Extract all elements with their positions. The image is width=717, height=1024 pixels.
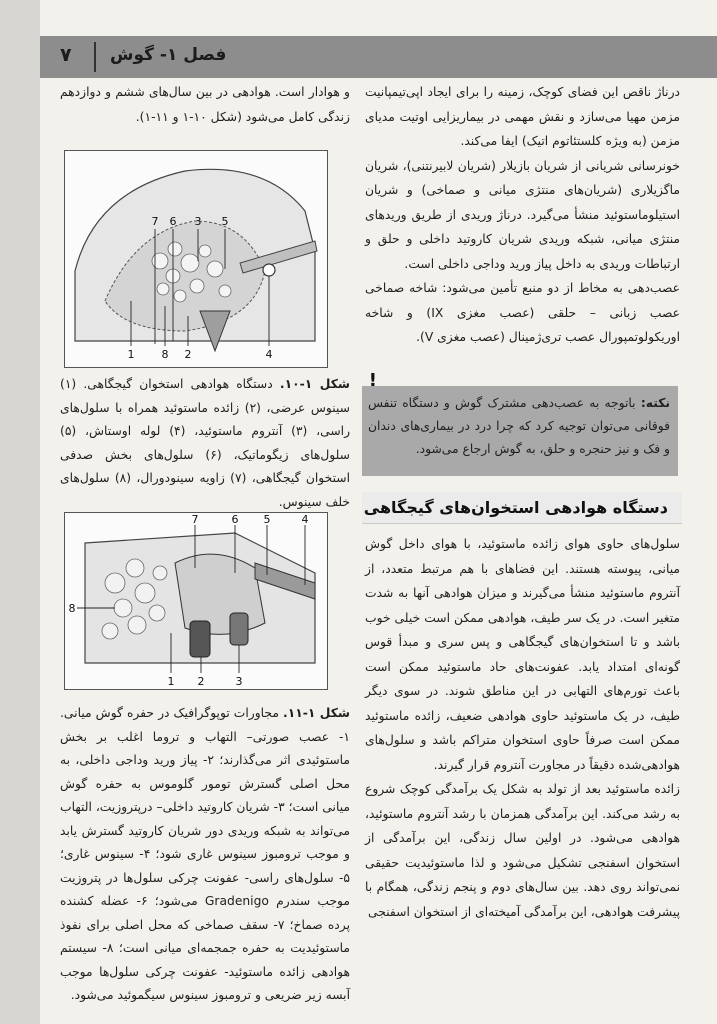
fig1-label-a: 7 <box>151 215 159 228</box>
chapter-title: فصل ۱- گوش <box>110 45 227 65</box>
figure2-caption-text: مجاورات توپوگرافیک در حفره گوش میانی. ۱- عصب صورتی– التهاب و تروما اغلب بر بخش ماستوئیدی اثر می‌گذارند؛ ۲- پیاز ورید وداجی داخلی، به محل اصلی گسترش تومور گلوموس به حفره گوش میانی است؛ ۳- شریان کاروتید داخلی– درپتروزیت، التهاب می‌تواند به شبکه وریدی دور شریان کاروتید گسترش یابد و موجب ترومبوز سینوس غاری شود؛ ۴- سینوس غاری؛ ۵- سلول‌های راسی- عفونت چرکی سلول‌ها در پتروزیت موجب سندرم Gradenigo می‌شود؛ ۶- عضله کشنده پرده صماخ؛ ۷- سقف صماخی که محل اصلی برای نفوذ ماستوئیدیت به حفره جمجمه‌ای میانی است؛ ۸- سیستم هوادهی زائده ماستوئید- عفونت چرکی سلول‌ها موجب آبسه زیر ضریعی و ترومبوز سینوس سیگموئید می‌شود. <box>60 706 350 1002</box>
fig1-label-e: 1 <box>127 348 135 361</box>
right-column-top <box>365 80 680 350</box>
figure-middle-ear-relations <box>64 512 328 690</box>
paragraph-air-cells: سلول‌های حاوی هوای زائده ماستوئید، با هوای داخل گوش میانی، پیوسته هستند. این فضاهای با هم مرتبط متعدد، از آنتروم ماستوئید منشأ می‌گیرند و میزان هوادهی آنها به شدت متغیر است. در یک سر طیف، هوادهی ممکن است خیلی خوب باشد و تا استخوان‌های گیجگاهی و پس سری و مبدأ قوس گونه‌ای امتداد یابد. عفونت‌های حاد ماستوئید ممکن است باعث تورم‌های التهابی در این مناطق شوند. در سوی دیگر طیف، در یک ماستوئید حاوی هوادهی ضعیف، زائده ماستوئید ممکن است صرفاً حاوی استخوان متراکم باشد و سلول‌های هوادهی‌شده دقیقاً در مجاورت آنتروم قرار گیرند. <box>365 537 680 772</box>
note-label: نکته: <box>640 396 670 410</box>
paragraph-mastoid-growth: زائده ماستوئید بعد از تولد به شکل یک برآمدگی کوچک شروع به رشد می‌کند. این برآمدگی همزمان با رشد آنتروم ماستوئید، هوادهی می‌شود. در اولین سال زندگی، این برآمدگی از استخوان اسفنجی تشکیل می‌شود و لذا ماستوئیدیت حقیقی نمی‌تواند روی دهد. بین سال‌های دوم و پنجم زندگی، همگام با پیشرفت هوادهی، این برآمدگی آمیخته‌ای از استخوان اسفنجی <box>365 782 680 919</box>
fig2-label-a: 7 <box>191 513 199 526</box>
figure2-caption-label: شکل ۱-۱۱. <box>283 706 350 720</box>
figure1-caption-label: شکل ۱-۱۰. <box>279 377 350 391</box>
header-divider <box>94 42 96 72</box>
fig1-label-f: 8 <box>161 348 169 361</box>
page-edge-strip <box>0 0 40 1024</box>
left-column-top <box>60 80 350 129</box>
fig1-label-b: 6 <box>169 215 177 228</box>
exclamation-icon: ! <box>368 370 377 391</box>
note-box <box>362 370 678 476</box>
fig2-label-e: 8 <box>68 602 76 615</box>
figure1-caption-text: دستگاه هوادهی استخوان گیجگاهی. (۱) سینوس عرضی، (۲) زائده ماستوئید همراه با سلول‌های راسی، (۳) آنتروم ماستوئید، (۴) لوله اوستاش، (۵) سلول‌های زیگوماتیک، (۶) سلول‌های بخش صدفی استخوان گیجگاهی، (۷) زاویه سینودورال، (۸) سلول‌های خلف سینوس. <box>60 377 351 509</box>
fig2-label-g: 2 <box>197 675 205 688</box>
middle-ear-illustration <box>65 513 327 689</box>
fig2-label-c: 5 <box>263 513 271 526</box>
fig1-label-d: 5 <box>221 215 229 228</box>
paragraph-innervation: عصب‌دهی به مخاط از دو منبع تأمین می‌شود: شاخه صماخی عصب زبانی – حلقی (عصب مغزی IX) و شاخه اوریکولوتمپورال عصب تری‌ژمینال (عصب مغزی V). <box>365 281 680 344</box>
fig2-label-b: 6 <box>231 513 239 526</box>
fig1-label-c: 3 <box>194 215 202 228</box>
temporal-bone-illustration <box>65 151 327 367</box>
figure-pneumatization-diagram <box>64 150 328 368</box>
figure1-caption <box>60 373 350 514</box>
fig1-label-h: 4 <box>265 348 273 361</box>
right-column-bottom <box>365 532 680 924</box>
fig1-label-g: 2 <box>184 348 192 361</box>
paragraph-drainage: درناژ ناقص این فضای کوچک، زمینه را برای ایجاد اپی‌تیمپانیت مزمن مهیا می‌سازد و نقش مهمی در بیماریزایی اوتیت مدیای مزمن (به ویژه کلستئاتوم اتیک) ایفا می‌کند. <box>365 85 680 148</box>
figure2-caption <box>60 702 350 1008</box>
fig2-label-h: 3 <box>235 675 243 688</box>
page-number: ۷ <box>60 44 72 66</box>
paragraph-pneumatization-complete: و هوادار است. هوادهی در بین سال‌های ششم و دوازدهم زندگی کامل می‌شود (شکل ۱۰-۱ و ۱۱-۱). <box>60 85 350 124</box>
section-heading: دستگاه هوادهی استخوان‌های گیجگاهی <box>362 492 682 524</box>
fig2-label-f: 1 <box>167 675 175 688</box>
paragraph-blood-supply: خونرسانی شریانی از شریان بازیلار (شریان لابیرنتنی)، شریان ماگزیلاری (شریان‌های منتژی میانی و صماخی) و شریان استیلوماستوئید منشأ می‌گیرد. درناژ وریدی از طریق وریدهای منتژی میانی، شبکه وریدی شریان کاروتید داخلی و حلق و ارتباطات وریدی به داخل پیاز ورید وداجی داخلی است. <box>365 158 680 271</box>
note-text: باتوجه به عصب‌دهی مشترک گوش و دستگاه تنفس فوقانی می‌توان توجیه کرد که چرا درد در بیماری‌های دندان و فک و نیز حنجره و حلق، به گوش ارجاع می‌شود. <box>368 396 670 456</box>
fig2-label-d: 4 <box>301 513 309 526</box>
